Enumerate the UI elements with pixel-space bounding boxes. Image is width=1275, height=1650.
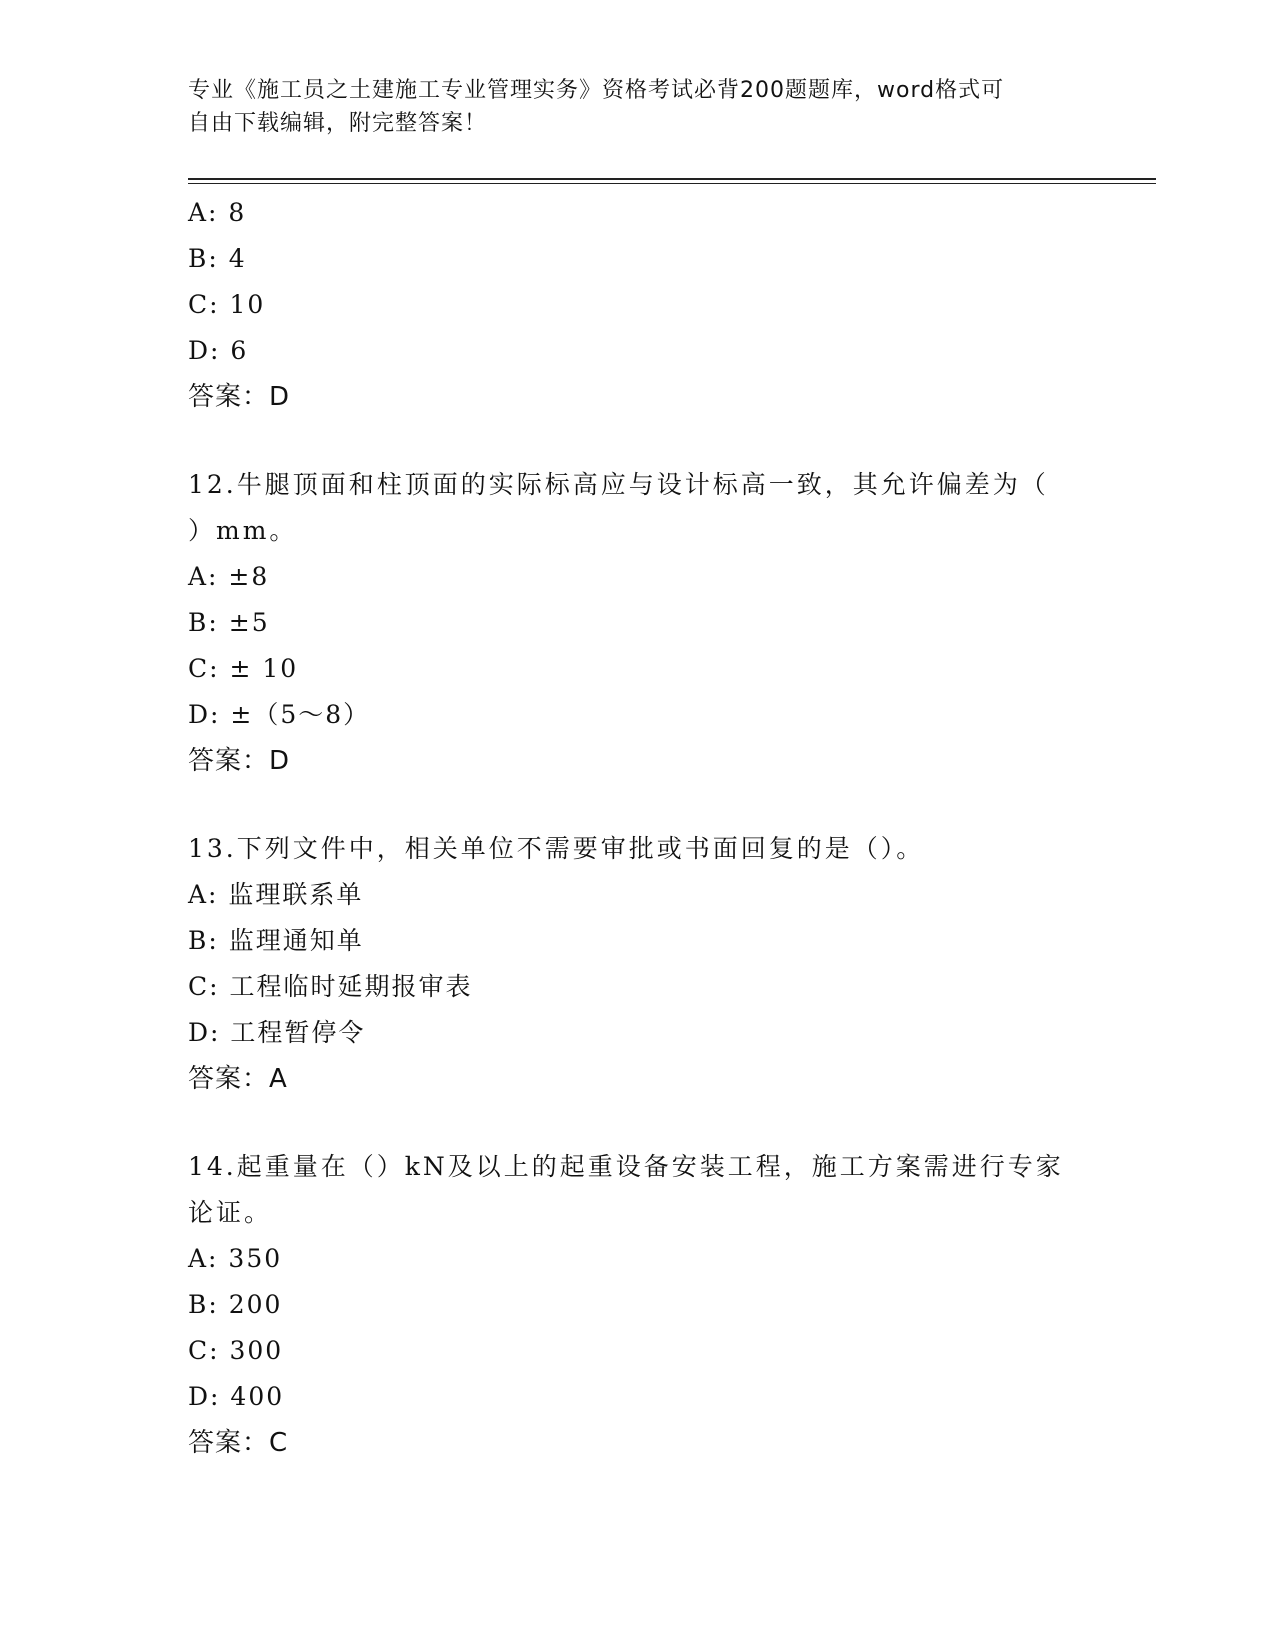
option-b: B: 监理通知单 (188, 926, 364, 955)
answer: 答案：C (188, 1428, 289, 1458)
question-stem-line-1: 12.牛腿顶面和柱顶面的实际标高应与设计标高一致，其允许偏差为（ (188, 470, 1049, 499)
option-b: B: 200 (188, 1290, 283, 1319)
option-d: D: 工程暂停令 (188, 1018, 366, 1047)
question-stem-line-2: 论证。 (188, 1198, 273, 1227)
option-d: D: 400 (188, 1382, 285, 1411)
option-b: B: ±5 (188, 608, 270, 637)
option-d: D: ±（5～8） (188, 700, 371, 729)
question-stem-line-1: 13.下列文件中，相关单位不需要审批或书面回复的是（）。 (188, 834, 925, 863)
option-a: A: 8 (188, 198, 247, 227)
question-stem-line-2: ）mm。 (188, 516, 298, 545)
option-c: C: ± 10 (188, 654, 299, 683)
question-13 (188, 826, 1088, 1102)
header-divider-thick (188, 178, 1156, 180)
option-d: D: 6 (188, 336, 249, 365)
answer: 答案：D (188, 746, 291, 776)
question-11 (188, 190, 1088, 420)
option-a: A: ±8 (188, 562, 270, 591)
header-divider-thin (188, 183, 1156, 184)
option-c: C: 300 (188, 1336, 284, 1365)
option-a: A: 350 (188, 1244, 283, 1273)
question-14 (188, 1144, 1088, 1466)
answer: 答案：A (188, 1064, 288, 1094)
document-header (188, 74, 1068, 140)
header-title-line-2: 自由下载编辑，附完整答案！ (188, 111, 488, 136)
question-list (188, 190, 1088, 1466)
option-c: C: 工程临时延期报审表 (188, 972, 473, 1001)
question-stem-line-1: 14.起重量在（）kN及以上的起重设备安装工程，施工方案需进行专家 (188, 1152, 1064, 1181)
option-b: B: 4 (188, 244, 247, 273)
option-a: A: 监理联系单 (188, 880, 364, 909)
question-12 (188, 462, 1088, 784)
header-title-line-1: 专业《施工员之土建施工专业管理实务》资格考试必背200题题库，word格式可 (188, 78, 1005, 103)
answer: 答案：D (188, 382, 291, 412)
option-c: C: 10 (188, 290, 266, 319)
